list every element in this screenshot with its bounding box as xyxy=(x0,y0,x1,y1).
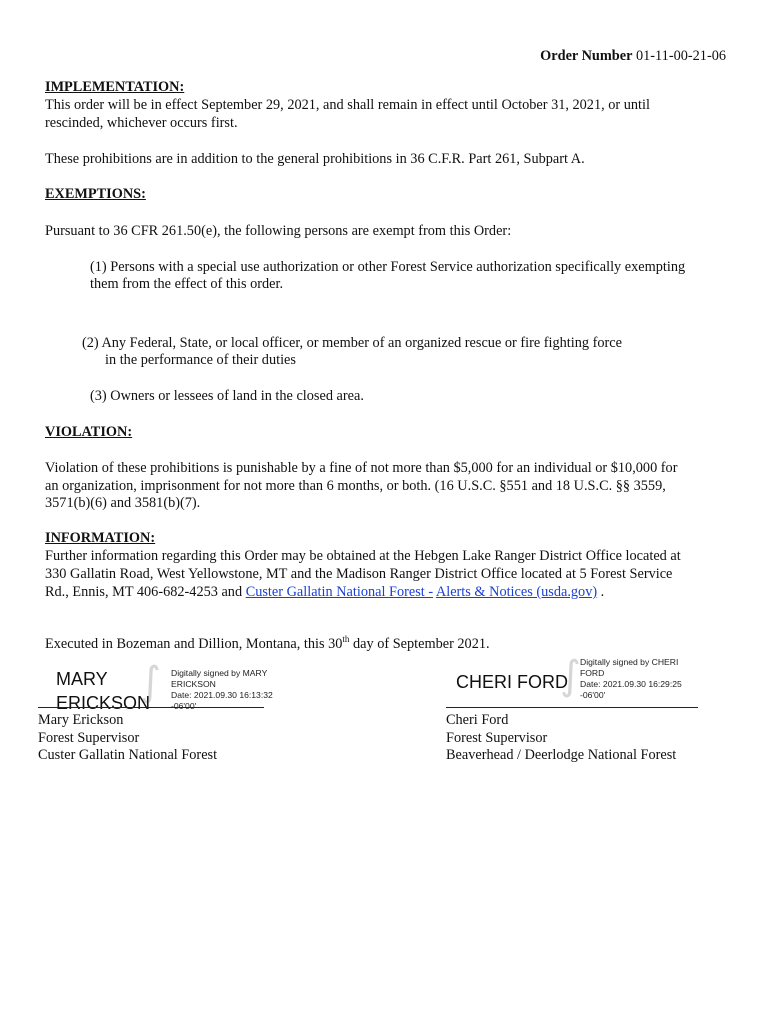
signer-1-name: Mary Erickson xyxy=(38,712,124,728)
signer-2-title: Forest Supervisor xyxy=(446,730,548,746)
signature-2-watermark: ∫ xyxy=(560,653,581,699)
signature-2-ds-line-1: Digitally signed by CHERI xyxy=(580,657,679,667)
executed-sup: th xyxy=(342,634,350,645)
exemptions-heading: EXEMPTIONS: xyxy=(45,186,146,202)
information-line-2: 330 Gallatin Road, West Yellowstone, MT and the Madison Ranger District Office located at 5 Forest Service xyxy=(45,566,673,582)
signature-1-name-line-1: MARY xyxy=(56,669,108,689)
signature-1-digital-info xyxy=(171,668,273,712)
signature-1-ds-line-3: Date: 2021.09.30 16:13:32 xyxy=(171,690,273,700)
signature-2-ds-line-3: Date: 2021.09.30 16:29:25 xyxy=(580,679,682,689)
violation-line-2: an organization, imprisonment for not more than 6 months, or both. (16 U.S.C. §551 and 18 U.S.C. §§ 3559, xyxy=(45,478,666,494)
signature-1-name-line-2: ERICKSON xyxy=(56,693,151,713)
implementation-heading: IMPLEMENTATION: xyxy=(45,79,185,95)
order-number-label: Order Number xyxy=(540,48,633,64)
implementation-line-3: These prohibitions are in addition to the general prohibitions in 36 C.F.R. Part 261, Subpart A. xyxy=(45,151,585,167)
exemption-item-2-line-2: in the performance of their duties xyxy=(105,352,296,368)
signature-1-watermark: ∫ xyxy=(140,659,161,705)
information-line-3-suffix: . xyxy=(597,584,605,600)
alerts-notices-link[interactable]: Alerts & Notices (usda.gov) xyxy=(435,584,598,600)
violation-line-3: 3571(b)(6) and 3581(b)(7). xyxy=(45,495,201,511)
signer-1-title: Forest Supervisor xyxy=(38,730,140,746)
signature-1-line xyxy=(38,707,264,708)
custer-gallatin-link[interactable]: Custer Gallatin National Forest - xyxy=(245,584,434,600)
implementation-line-1: This order will be in effect September 29, 2021, and shall remain in effect until October 31, 2021, or until xyxy=(45,97,650,113)
exemption-item-1-line-2: them from the effect of this order. xyxy=(90,276,284,292)
executed-statement xyxy=(45,635,735,653)
exemptions-intro: Pursuant to 36 CFR 261.50(e), the following persons are exempt from this Order: xyxy=(45,223,512,239)
signer-2-name: Cheri Ford xyxy=(446,712,509,728)
violation-line-1: Violation of these prohibitions is punishable by a fine of not more than $5,000 for an individual or $10,000 for xyxy=(45,460,678,476)
signature-2-name: CHERI FORD xyxy=(456,672,568,692)
violation-heading: VIOLATION: xyxy=(45,424,133,440)
signer-2-org: Beaverhead / Deerlodge National Forest xyxy=(446,747,677,763)
exemption-item-1-line-1: (1) Persons with a special use authorization or other Forest Service authorization specifically exempting xyxy=(90,259,686,275)
order-number xyxy=(0,47,726,65)
order-number-value: 01-11-00-21-06 xyxy=(636,48,726,64)
signature-2-ds-line-4: -06'00' xyxy=(580,690,606,700)
signature-1-ds-line-4: -06'00' xyxy=(171,701,197,711)
information-line-3-prefix: Rd., Ennis, MT 406-682-4253 and xyxy=(45,584,246,600)
signature-1-ds-line-2: ERICKSON xyxy=(171,679,216,689)
implementation-line-2: rescinded, whichever occurs first. xyxy=(45,115,238,131)
information-line-3 xyxy=(45,583,735,601)
information-line-1: Further information regarding this Order may be obtained at the Hebgen Lake Ranger District Office located at xyxy=(45,548,681,564)
information-heading: INFORMATION: xyxy=(45,530,156,546)
signature-2-digital-info xyxy=(580,657,682,701)
signer-1-org: Custer Gallatin National Forest xyxy=(38,747,218,763)
signature-1-ds-line-1: Digitally signed by MARY xyxy=(171,668,268,678)
executed-prefix: Executed in Bozeman and Dillion, Montana, this 30 xyxy=(45,636,343,652)
executed-suffix: day of September 2021. xyxy=(349,636,490,652)
exemption-item-3: (3) Owners or lessees of land in the closed area. xyxy=(90,388,364,404)
signature-2-line xyxy=(446,707,698,708)
exemption-item-2-line-1: (2) Any Federal, State, or local officer, or member of an organized rescue or fire fighting force xyxy=(82,335,622,351)
signature-2-ds-line-2: FORD xyxy=(580,668,605,678)
